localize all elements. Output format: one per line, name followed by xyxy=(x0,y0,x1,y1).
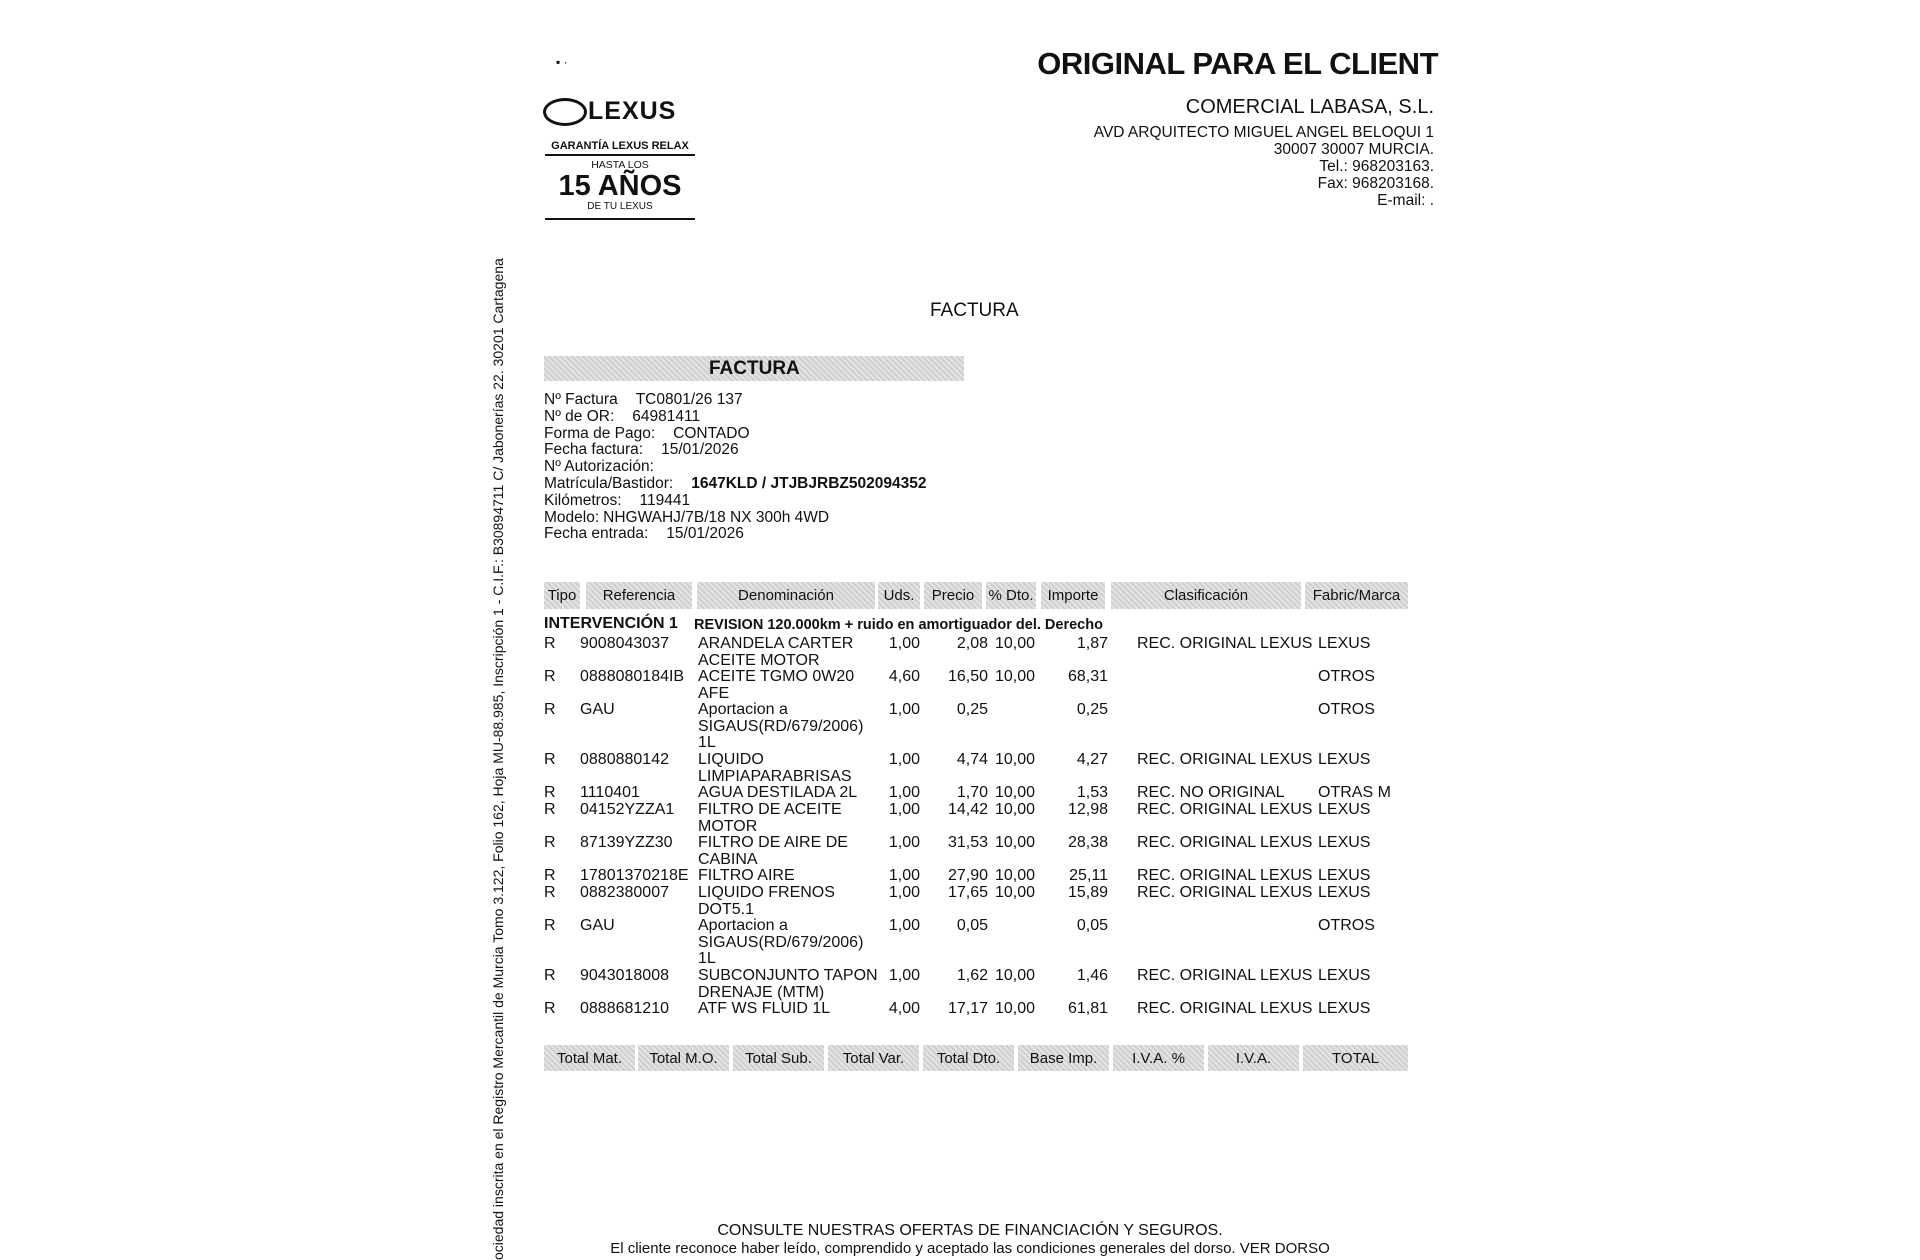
cell-tipo: R xyxy=(544,784,556,801)
total-header: Total Var. xyxy=(828,1045,919,1071)
denomination-line: SIGAUS(RD/679/2006) xyxy=(698,933,864,951)
company-address xyxy=(1094,124,1434,209)
warranty-line1: GARANTÍA LEXUS RELAX xyxy=(545,140,695,156)
cell-ref: 04152YZZA1 xyxy=(580,801,675,818)
cell-marca: LEXUS xyxy=(1318,801,1371,818)
cell-precio: 17,65 xyxy=(947,884,988,901)
info-row xyxy=(544,493,926,510)
cell-clas: REC. ORIGINAL LEXUS xyxy=(1137,1000,1313,1017)
info-label: Forma de Pago: xyxy=(544,424,656,442)
cell-ref: 0880880142 xyxy=(580,751,669,768)
denomination-line: FILTRO AIRE xyxy=(698,867,795,884)
cell-importe: 1,53 xyxy=(1076,784,1108,801)
cell-dto: 10,00 xyxy=(994,967,1035,984)
address-line: Fax: 968203168. xyxy=(1317,175,1434,192)
cell-precio: 1,62 xyxy=(956,967,988,984)
address-line: Tel.: 968203163. xyxy=(1319,158,1434,175)
total-header: Base Imp. xyxy=(1018,1045,1109,1071)
cell-tipo: R xyxy=(544,884,556,901)
total-header: Total Sub. xyxy=(733,1045,824,1071)
denomination-line: ARANDELA CARTER xyxy=(698,635,854,652)
info-row xyxy=(544,476,926,493)
cell-tipo: R xyxy=(544,917,556,934)
cell-precio: 16,50 xyxy=(947,668,988,685)
column-header: Tipo xyxy=(544,582,580,609)
cell-uds: 1,00 xyxy=(888,801,920,818)
cell-dto: 10,00 xyxy=(994,884,1035,901)
cell-uds: 1,00 xyxy=(888,917,920,934)
info-label: Nº Factura xyxy=(544,391,618,408)
info-value: 64981411 xyxy=(632,407,701,425)
cell-uds: 1,00 xyxy=(888,701,920,718)
cell-ref: 9008043037 xyxy=(580,635,669,652)
info-label: Nº de OR: xyxy=(544,407,615,425)
denomination-line: MOTOR xyxy=(698,817,758,835)
denomination-line: LIMPIAPARABRISAS xyxy=(698,767,852,785)
cell-marca: OTROS xyxy=(1318,668,1375,685)
cell-ref: GAU xyxy=(580,917,615,934)
info-row xyxy=(544,409,926,426)
address-line: 30007 30007 MURCIA. xyxy=(1273,141,1434,158)
info-row xyxy=(544,392,926,409)
cell-dto: 10,00 xyxy=(994,668,1035,685)
denomination-line: FILTRO DE AIRE DE xyxy=(698,834,848,851)
cell-precio: 1,70 xyxy=(956,784,988,801)
cell-den xyxy=(698,968,878,1001)
cell-tipo: R xyxy=(544,701,556,718)
warranty-fineprint xyxy=(545,218,695,228)
cell-marca: LEXUS xyxy=(1318,867,1371,884)
cell-marca: LEXUS xyxy=(1318,884,1371,901)
total-header: Total Mat. xyxy=(544,1045,635,1071)
denomination-line: AFE xyxy=(698,684,730,702)
denomination-line: LIQUIDO FRENOS xyxy=(698,884,835,901)
denomination-line: Aportacion a xyxy=(698,701,788,718)
column-header: Fabric/Marca xyxy=(1305,582,1408,609)
cell-marca: LEXUS xyxy=(1318,635,1371,652)
column-header: Uds. xyxy=(878,582,920,609)
cell-tipo: R xyxy=(544,801,556,818)
info-label: Fecha entrada: xyxy=(544,525,649,543)
cell-clas: REC. ORIGINAL LEXUS xyxy=(1137,834,1313,851)
cell-den xyxy=(698,918,878,968)
info-value: 15/01/2026 xyxy=(666,525,744,543)
info-row xyxy=(544,426,926,443)
lexus-logo-icon xyxy=(543,98,587,126)
warranty-badge xyxy=(545,140,695,228)
cell-den xyxy=(698,835,878,868)
document-title: FACTURA xyxy=(930,300,1019,321)
intervention-label: INTERVENCIÓN 1 xyxy=(544,615,678,632)
footer-offers: CONSULTE NUESTRAS OFERTAS DE FINANCIACIÓN Y SEGUROS. xyxy=(717,1222,1223,1239)
total-header: I.V.A. xyxy=(1208,1045,1299,1071)
cell-ref: 0888080184IB xyxy=(580,668,685,685)
info-label: Modelo: xyxy=(544,508,600,526)
total-header: I.V.A. % xyxy=(1113,1045,1204,1071)
cell-dto: 10,00 xyxy=(994,1000,1035,1017)
cell-tipo: R xyxy=(544,967,556,984)
cell-tipo: R xyxy=(544,1000,556,1017)
cell-importe: 4,27 xyxy=(1076,751,1108,768)
cell-dto: 10,00 xyxy=(994,784,1035,801)
column-header: Importe xyxy=(1041,582,1105,609)
denomination-line: Aportacion a xyxy=(698,917,788,934)
info-value: CONTADO xyxy=(673,424,750,442)
cell-precio: 0,25 xyxy=(956,701,988,718)
cell-ref: GAU xyxy=(580,701,615,718)
intervention-description: REVISION 120.000km + ruido en amortiguador del. Derecho xyxy=(694,617,1103,633)
cell-dto: 10,00 xyxy=(994,801,1035,818)
cell-importe: 15,89 xyxy=(1067,884,1108,901)
denomination-line: DOT5.1 xyxy=(698,900,755,918)
cell-tipo: R xyxy=(544,867,556,884)
cell-importe: 0,05 xyxy=(1076,917,1108,934)
info-value: 15/01/2026 xyxy=(661,441,739,459)
info-label: Fecha factura: xyxy=(544,441,644,459)
info-label: Nº Autorización: xyxy=(544,458,654,476)
cell-den xyxy=(698,802,878,835)
cell-importe: 68,31 xyxy=(1067,668,1108,685)
info-label: Matrícula/Bastidor: xyxy=(544,474,674,492)
column-header: Clasificación xyxy=(1111,582,1301,609)
info-row xyxy=(544,459,926,476)
column-header: Denominación xyxy=(697,582,875,609)
cell-uds: 1,00 xyxy=(888,884,920,901)
cell-marca: LEXUS xyxy=(1318,967,1371,984)
cell-den xyxy=(698,752,878,785)
cell-precio: 14,42 xyxy=(947,801,988,818)
cell-ref: 0882380007 xyxy=(580,884,669,901)
info-label: Kilómetros: xyxy=(544,491,622,509)
lexus-logo: LEXUS xyxy=(588,97,677,125)
cell-uds: 1,00 xyxy=(888,967,920,984)
cell-tipo: R xyxy=(544,668,556,685)
intervention-row xyxy=(544,615,1103,633)
cell-marca: OTROS xyxy=(1318,917,1375,934)
column-header: % Dto. xyxy=(986,582,1036,609)
cell-uds: 1,00 xyxy=(888,635,920,652)
total-header: Total Dto. xyxy=(923,1045,1014,1071)
company-name: COMERCIAL LABASA, S.L. xyxy=(1185,96,1434,118)
scan-specks: ▪ · xyxy=(556,55,568,69)
cell-uds: 1,00 xyxy=(888,784,920,801)
section-title-bar xyxy=(544,356,964,381)
denomination-line: LIQUIDO xyxy=(698,751,764,768)
cell-importe: 1,87 xyxy=(1076,635,1108,652)
invoice-info xyxy=(544,392,926,543)
denomination-line: 1L xyxy=(698,950,716,967)
cell-den xyxy=(698,885,878,918)
cell-uds: 1,00 xyxy=(888,751,920,768)
cell-marca: LEXUS xyxy=(1318,1000,1371,1017)
denomination-line: FILTRO DE ACEITE xyxy=(698,801,842,818)
registry-side-text: ociedad inscrita en el Registro Mercantil de Murcia Tomo 3.122, Folio 162, Hoja MU-88.985, Inscripción 1 - C.I.F.: B30894711 C/ Jabonerías 22. 30201 Cartagena xyxy=(490,258,506,1260)
cell-precio: 2,08 xyxy=(956,635,988,652)
warranty-years: 15 AÑOS xyxy=(558,170,682,202)
info-value: TC0801/26 137 xyxy=(635,391,743,408)
cell-marca: LEXUS xyxy=(1318,751,1371,768)
cell-clas: REC. ORIGINAL LEXUS xyxy=(1137,884,1313,901)
cell-importe: 25,11 xyxy=(1069,867,1108,884)
cell-tipo: R xyxy=(544,834,556,851)
cell-importe: 0,25 xyxy=(1076,701,1108,718)
total-header: TOTAL xyxy=(1303,1045,1408,1071)
cell-den xyxy=(698,702,878,752)
cell-importe: 28,38 xyxy=(1067,834,1108,851)
cell-clas: REC. ORIGINAL LEXUS xyxy=(1137,867,1313,884)
cell-importe: 12,98 xyxy=(1067,801,1108,818)
info-row xyxy=(544,510,926,527)
copy-label: ORIGINAL PARA EL CLIENT xyxy=(1037,46,1438,81)
cell-ref: 87139YZZ30 xyxy=(580,834,673,851)
info-value: 119441 xyxy=(639,491,691,509)
cell-ref: 1110401 xyxy=(580,784,640,801)
denomination-line: SUBCONJUNTO TAPON xyxy=(698,967,878,984)
cell-dto: 10,00 xyxy=(994,751,1035,768)
denomination-line: AGUA DESTILADA 2L xyxy=(698,784,858,801)
denomination-line: 1L xyxy=(698,734,716,751)
info-row xyxy=(544,442,926,459)
cell-precio: 4,74 xyxy=(956,751,988,768)
cell-precio: 31,53 xyxy=(947,834,988,851)
cell-marca: LEXUS xyxy=(1318,834,1371,851)
cell-tipo: R xyxy=(544,635,556,652)
cell-dto: 10,00 xyxy=(994,834,1035,851)
cell-uds: 1,00 xyxy=(888,834,920,851)
denomination-line: SIGAUS(RD/679/2006) xyxy=(698,717,864,735)
warranty-line2: HASTA LOS xyxy=(591,159,649,171)
section-title: FACTURA xyxy=(709,358,800,379)
cell-clas: REC. ORIGINAL LEXUS xyxy=(1137,751,1313,768)
address-line: AVD ARQUITECTO MIGUEL ANGEL BELOQUI 1 xyxy=(1093,124,1434,141)
cell-precio: 17,17 xyxy=(947,1000,988,1017)
denomination-line: CABINA xyxy=(698,850,758,868)
cell-den xyxy=(698,669,878,702)
cell-precio: 27,90 xyxy=(947,867,988,884)
cell-uds: 4,00 xyxy=(888,1000,920,1017)
total-header: Total M.O. xyxy=(638,1045,729,1071)
cell-marca: OTROS xyxy=(1318,701,1375,718)
cell-clas: REC. ORIGINAL LEXUS xyxy=(1137,635,1313,652)
cell-ref: 17801370218E xyxy=(580,867,689,884)
cell-clas: REC. ORIGINAL LEXUS xyxy=(1137,967,1313,984)
denomination-line: ATF WS FLUID 1L xyxy=(698,1000,831,1017)
cell-den xyxy=(698,868,878,885)
cell-dto: 10,00 xyxy=(994,635,1035,652)
cell-importe: 1,46 xyxy=(1076,967,1108,984)
info-value: 1647KLD / JTJBJRBZ502094352 xyxy=(691,474,927,492)
cell-clas: REC. ORIGINAL LEXUS xyxy=(1137,801,1313,818)
cell-importe: 61,81 xyxy=(1067,1000,1108,1017)
cell-ref: 9043018008 xyxy=(580,967,669,984)
denomination-line: ACEITE TGMO 0W20 xyxy=(698,668,855,685)
cell-dto: 10,00 xyxy=(994,867,1035,884)
cell-den xyxy=(698,636,878,669)
column-header: Referencia xyxy=(586,582,692,609)
cell-ref: 0888681210 xyxy=(580,1000,669,1017)
warranty-line4: DE TU LEXUS xyxy=(587,201,653,212)
denomination-line: DRENAJE (MTM) xyxy=(698,983,825,1001)
cell-marca: OTRAS M xyxy=(1318,784,1391,801)
cell-uds: 1,00 xyxy=(888,867,920,884)
address-line: E-mail: . xyxy=(1377,192,1434,209)
cell-precio: 0,05 xyxy=(956,917,988,934)
footer-conditions: El cliente reconoce haber leído, comprendido y aceptado las condiciones generales del dorso. VER DORSO xyxy=(610,1240,1330,1257)
info-row xyxy=(544,526,926,543)
cell-tipo: R xyxy=(544,751,556,768)
denomination-line: ACEITE MOTOR xyxy=(698,651,820,669)
cell-den xyxy=(698,785,878,802)
column-header: Precio xyxy=(924,582,982,609)
info-value: NHGWAHJ/7B/18 NX 300h 4WD xyxy=(603,508,830,526)
cell-clas: REC. NO ORIGINAL xyxy=(1137,784,1285,801)
cell-uds: 4,60 xyxy=(888,668,920,685)
cell-den xyxy=(698,1001,878,1018)
